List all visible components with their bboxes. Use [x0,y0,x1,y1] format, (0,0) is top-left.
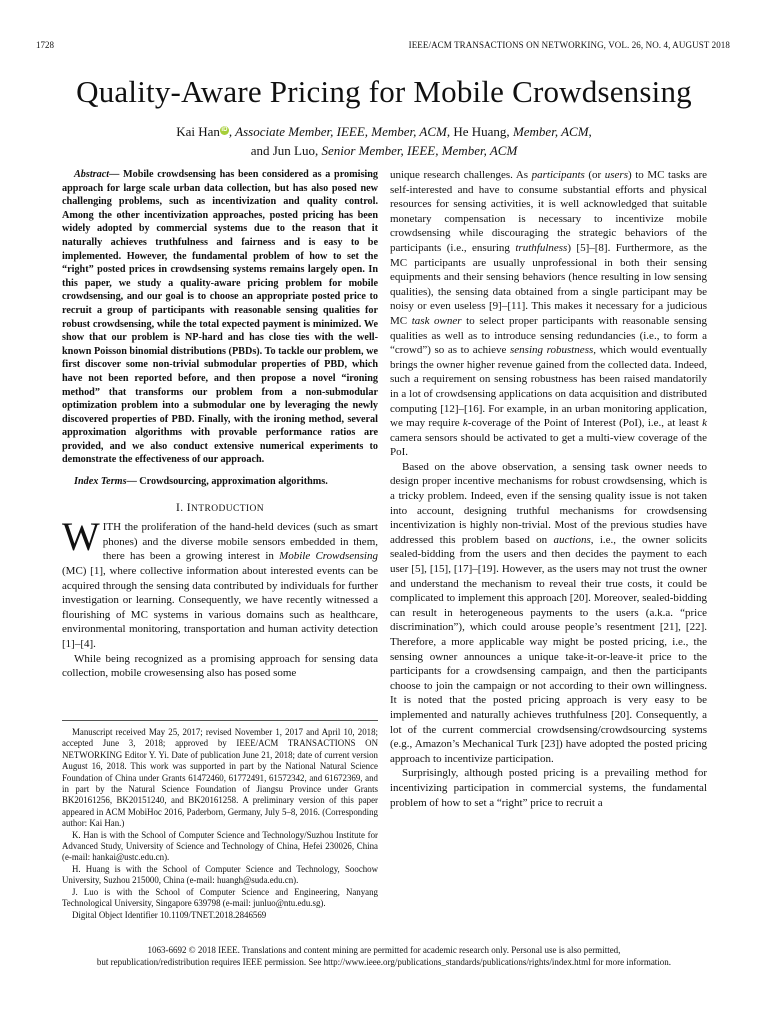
footnote-author-1: K. Han is with the School of Computer Science and Technology/Suzhou Institute for Advanced Study, University of Science and Technology of China, Hefei 230026, China (e-mail: hankai@ustc.edu.cn). [62,829,378,863]
copyright-notice [0,945,768,968]
body-paragraph-2: Based on the above observation, a sensing task owner needs to design proper incentive mechanisms for robust crowdsensing, which is a tricky problem. Indeed, even if the sensing quality issue is not taken into account, designing truthful mechanisms for crowdsensing incentivization is highly non-trivial. Most of the previous studies have addressed this problem based on auctions, i.e., the owner solicits sealed-bidding from the users and then decides the payment to each user [5], [15], [17]–[19]. However, as the users may not trust the owner and understand the mechanism to reveal their true costs, it could be complicated to implement this approach [20]. Moreover, sealed-bidding can result in heterogeneous payments to the users (a.k.a. “price discrimination”), which could arouse people’s resentment [21], [22]. Therefore, a more applicable way might be posted pricing, i.e., the sensing owner announces a unique take-it-or-leave-it price to the participants for a crowdsensing campaign, and then the participants choose to join the campaign or not according to their own willingness. It is noted that the posted pricing approach is very easy to be implemented and naturally achieves truthfulness [20]. Consequently, a lot of the current commercial crowdsensing/crowdsourcing systems (e.g., Amazon’s Mechanical Turk [23]) have adopted the posted pricing approach to incentivize participation. [390,460,708,765]
page-number: 1728 [36,40,54,50]
author-3-role: Senior Member, IEEE, Member, ACM [321,143,518,158]
left-column [62,168,378,681]
footnote-manuscript: Manuscript received May 25, 2017; revised November 1, 2017 and April 10, 2018; accepted June 3, 2018; approved by IEEE/ACM TRANSACTIONS ON NETWORKING Editor Y. Yi. Date of publication June 21, 2018; date of current version August 16, 2018. This work was supported in part by the National Natural Science Foundation of China under Grants 61472460, 61772491, 61572342, and 61672369, and in part by the Natural Science Foundation of Jiangsu Province under Grants BK20161256, BK20151240, and BK20161258. A preliminary version of this paper appeared in ACM MobiHoc 2016, Paderborn, Germany, July 5–8, 2016. (Corresponding author: Kai Han.) [62,727,378,829]
section-heading-introduction: I. INTRODUCTION [175,501,265,514]
footnote-author-3: J. Luo is with the School of Computer Science and Engineering, Nanyang Technological University, Singapore 639798 (e-mail: junluo@ntu.edu.sg). [62,886,378,909]
journal-header: IEEE/ACM TRANSACTIONS ON NETWORKING, VOL. 26, NO. 4, AUGUST 2018 [408,40,730,50]
intro-paragraph-1: WITH the proliferation of the hand-held devices (such as smart phones) and the diverse mobile sensors embedded in them, there has been a growing interest in Mobile Crowdsensing (MC) [1], where collective information about interested events can be acquired through the sensing data contributed by individuals for further investigation or learning. Consequently, we have recently witnessed a flourishing of MC systems in various domains such as healthcare, environmental monitoring, transportation and human activity detection [1]–[4]. [62,514,378,650]
author-2-role: Member, ACM [512,124,589,139]
index-terms-lead: Index Terms [74,476,127,488]
abstract [62,168,378,467]
abstract-text: — Mobile crowdsensing has been considered as a promising approach for large scale urban data collection, but has also posed new challenging problems, such as incentivization and quality control. Among the other incentivization approaches, posted pricing has been widely adopted by commercial systems due to the reason that it naturally achieves truthfulness and fairness and is easy to be implemented. However, the fundamental problem of how to set the “right” posted prices in crowdsensing systems remains largely open. In this paper, we study a quality-aware pricing problem for mobile crowdsensing, and our goal is to choose an appropriate posted price to recruit a group of participants with reasonable sensing qualities for robust crowdsensing, while the total expected payment is minimized. We show that our problem is NP-hard and has close ties with the well-known Poisson binomial distributions (PBDs). To tackle our problem, we first discover some non-trivial submodular properties of PBD, which have not been reported before, and then propose a novel “ironing method” that transforms our problem from a non-submodular optimization problem into a submodular one by leveraging the newly discovered properties of PBD. Finally, with the ironing method, several approximation algorithms with provable performance ratios are provided, and we also conduct extensive numerical experiments to demonstrate the effectiveness of our approach. [62,169,378,466]
copyright-line-2: but republication/redistribution requires IEEE permission. See http://www.ieee.org/publications_standards/publications/rights/index.html for more information. [96,956,672,967]
author-1-role: , Associate Member, IEEE, Member, ACM [228,124,447,139]
author-1-name: Kai Han [176,124,220,139]
intro-paragraph-2: While being recognized as a promising approach for sensing data collection, mobile crowesensing also has posed some [62,652,378,680]
abstract-lead: Abstract [74,169,110,180]
index-terms-text: — Crowdsourcing, approximation algorithms. [126,476,328,488]
index-terms [62,475,378,489]
footnote-author-2: H. Huang is with the School of Computer Science and Technology, Soochow University, Suzhou 215000, China (e-mail: huangh@suda.edu.cn). [62,863,378,886]
orcid-icon[interactable]: iD [221,126,228,133]
paper-title: Quality-Aware Pricing for Mobile Crowdsensing [76,74,692,109]
footnotes [62,720,378,921]
author-list: Kai Han iD , Associate Member, IEEE, Member, ACM, He Huang, Member, ACM, and Jun Luo, Senior Member, IEEE, Member, ACM [176,124,592,158]
drop-cap: W [62,514,100,560]
author-3-name: and Jun Luo, [250,143,322,158]
footnote-doi: Digital Object Identifier 10.1109/TNET.2018.2846569 [72,909,267,920]
body-paragraph-1: unique research challenges. As participants (or users) to MC tasks are self-interested and have to consume substantial efforts and physical resources for sensing activities, it is well acknowledged that suitable monetary compensation is necessary to incentivize mobile crowdsensing while discouraging the strategic behaviors of the participants (i.e., ensuring truthfulness) [5]–[8]. Furthermore, as the MC participants are usually unprofessional in both their sensing equipments and their sensing behaviors (hence resulting in low sensing qualities), the sensing data obtained from a single participant may be noisy or even useless [9]–[11]. This makes it necessary for a judicious MC task owner to select proper participants with reasonable sensing qualities as well as to introduce sensing redundancies (i.e., to form a “crowd”) so as to achieve sensing robustness, which would eventually brings the owner higher revenue gained from the collected data. Indeed, such a requirement on sensing robustness has been raised mandatorily in a lot of crowdsensing applications on data acquisition and distributed computing [12]–[16]. For example, in an urban monitoring application, we may require k-coverage of the Point of Interest (PoI), i.e., at least k camera sensors should be activated to get a multi-view coverage of the PoI. [390,169,708,459]
body-paragraph-3: Surprisingly, although posted pricing is a prevailing method for incentivizing participation in commercial systems, the fundamental problem of how to set a “right” price to recruit a [390,767,707,809]
right-column [390,168,707,810]
author-2-name: , He Huang, [446,124,513,139]
copyright-line-1: 1063-6692 © 2018 IEEE. Translations and content mining are permitted for academic research only. Personal use is also permitted, [147,945,621,955]
